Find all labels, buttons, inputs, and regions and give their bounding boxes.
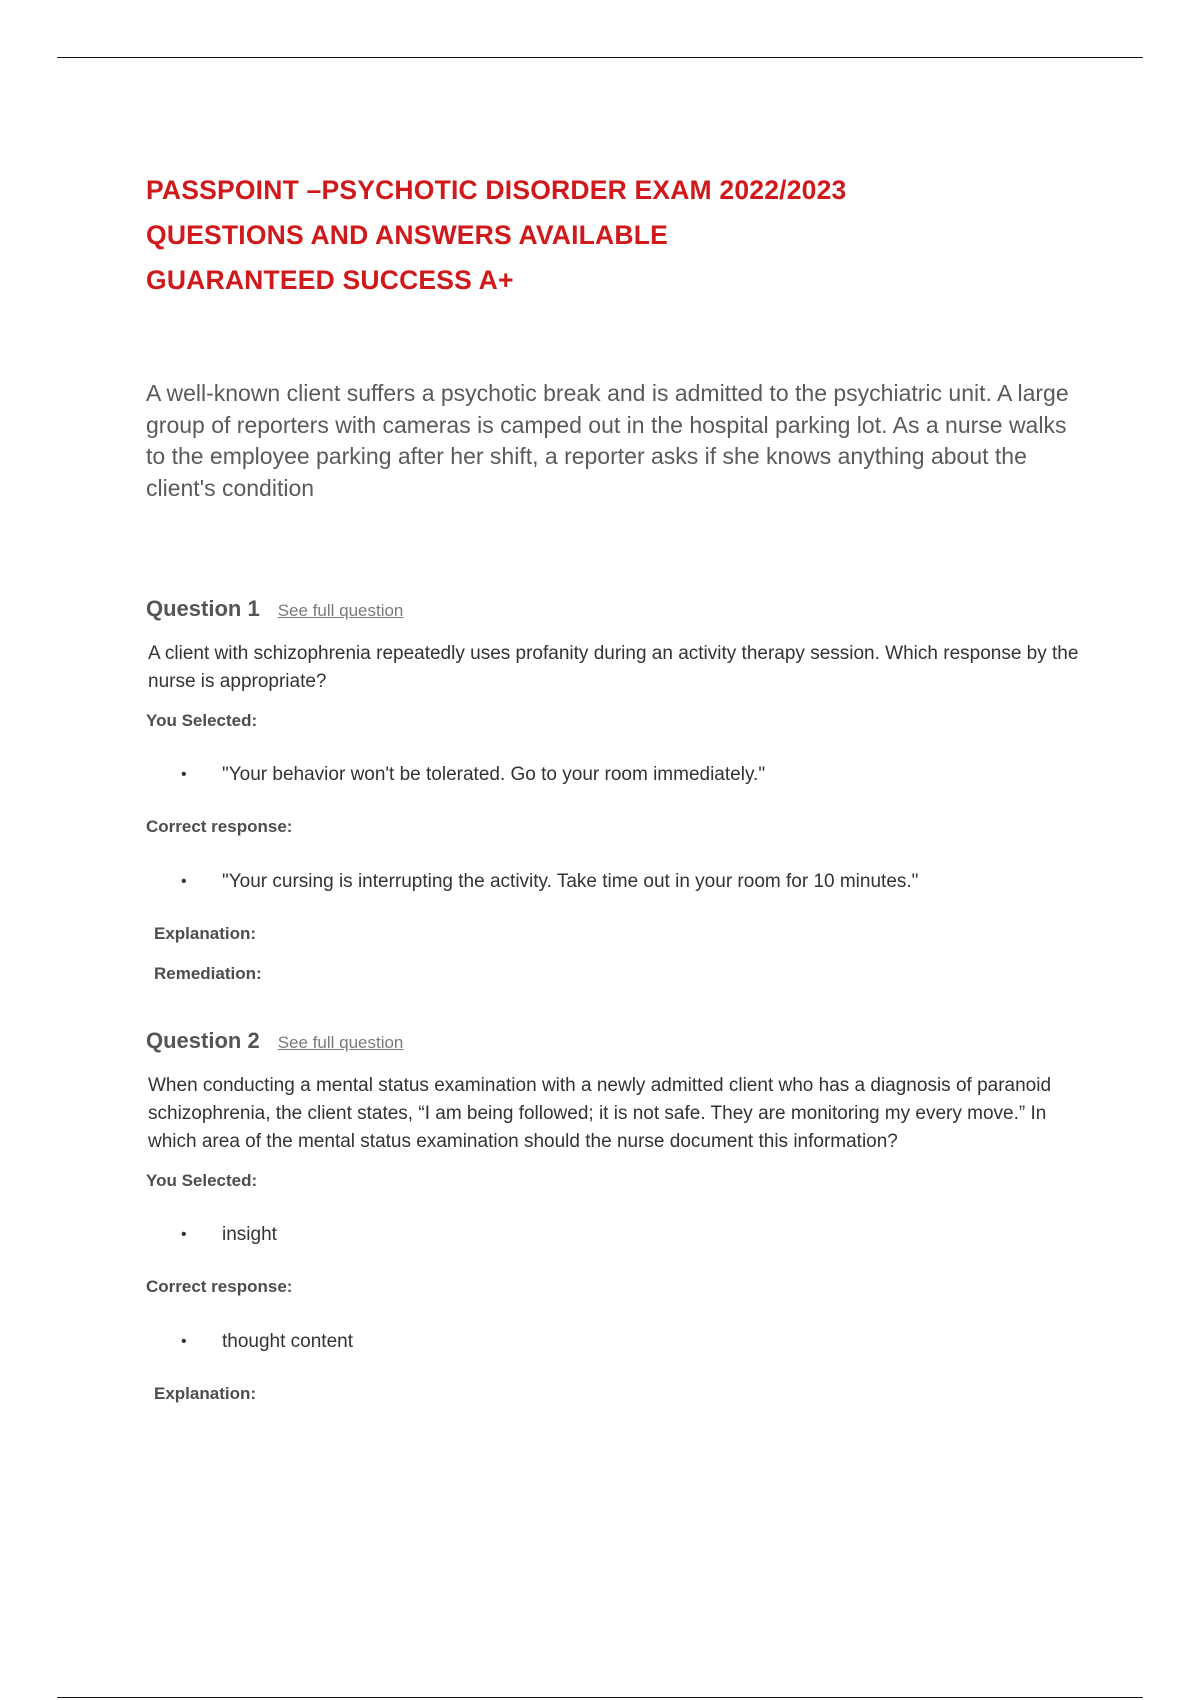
remediation-label: Remediation: bbox=[154, 964, 262, 983]
you-selected-label: You Selected: bbox=[146, 1171, 258, 1190]
bullet-icon: • bbox=[181, 766, 187, 783]
question-text: When conducting a mental status examination with a newly admitted client who has a diagnosis of paranoid schizophrenia, the client states, “I am being followed; it is not safe. They are monitoring my every move.” In which area of the mental status examination should the nurse document this information? bbox=[148, 1075, 1052, 1152]
correct-answer-text: thought content bbox=[222, 1331, 353, 1352]
bullet-icon: • bbox=[181, 873, 187, 890]
question-number: Question 1 bbox=[146, 596, 260, 621]
document-title bbox=[146, 168, 846, 303]
you-selected-label: You Selected: bbox=[146, 711, 258, 730]
see-full-question-link[interactable]: See full question bbox=[277, 601, 404, 620]
title-line-2: QUESTIONS AND ANSWERS AVAILABLE bbox=[146, 220, 668, 250]
correct-response-label: Correct response: bbox=[146, 1277, 293, 1296]
selected-answer bbox=[146, 762, 1096, 788]
top-rule bbox=[57, 57, 1143, 58]
title-line-3: GUARANTEED SUCCESS A+ bbox=[146, 265, 514, 295]
explanation-label: Explanation: bbox=[154, 1384, 257, 1403]
intro-paragraph: A well-known client suffers a psychotic break and is admitted to the psychiatric unit. A large group of reporters with cameras is camped out in the hospital parking lot. As a nurse walks to the employee parking after her shift, a reporter asks if she knows anything about the client's condition bbox=[146, 380, 1069, 501]
selected-answer-text: "Your behavior won't be tolerated. Go to your room immediately." bbox=[222, 764, 766, 785]
question-header bbox=[146, 1028, 1096, 1064]
question-1 bbox=[146, 596, 1096, 985]
bullet-icon: • bbox=[181, 1333, 187, 1350]
question-text: A client with schizophrenia repeatedly uses profanity during an activity therapy session. Which response by the nurse is appropriate? bbox=[148, 643, 1079, 692]
question-2 bbox=[146, 1028, 1096, 1405]
selected-answer-text: insight bbox=[222, 1224, 277, 1245]
explanation-label: Explanation: bbox=[154, 924, 257, 943]
bullet-icon: • bbox=[181, 1226, 187, 1243]
bottom-rule bbox=[57, 1697, 1143, 1698]
question-number: Question 2 bbox=[146, 1028, 260, 1053]
selected-answer bbox=[146, 1222, 1096, 1248]
see-full-question-link[interactable]: See full question bbox=[277, 1033, 404, 1052]
correct-answer bbox=[146, 1329, 1096, 1355]
title-line-1: PASSPOINT –PSYCHOTIC DISORDER EXAM 2022/2023 bbox=[146, 175, 847, 205]
question-header bbox=[146, 596, 1096, 632]
correct-answer bbox=[146, 869, 1096, 895]
correct-answer-text: "Your cursing is interrupting the activity. Take time out in your room for 10 minutes." bbox=[222, 871, 919, 892]
correct-response-label: Correct response: bbox=[146, 817, 293, 836]
